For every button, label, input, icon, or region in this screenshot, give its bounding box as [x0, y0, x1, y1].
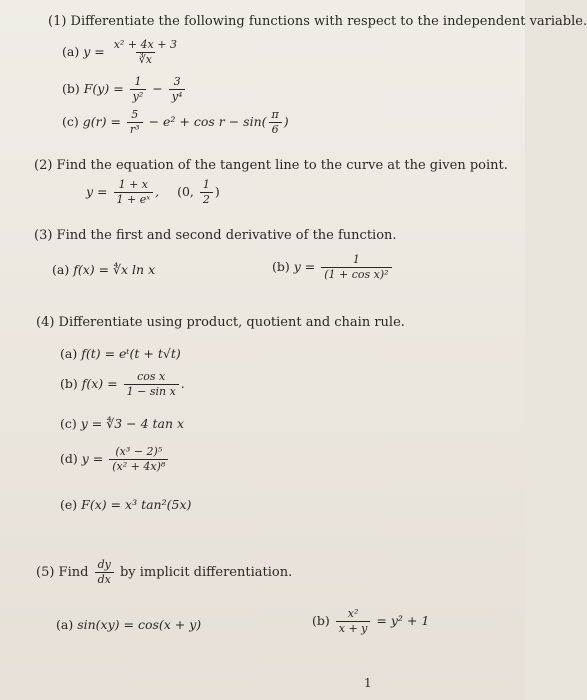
q1-heading: (1) Differentiate the following functions with respect to the independent variable.	[48, 14, 587, 29]
q1c-equation	[62, 108, 289, 137]
q4b-dot: .	[180, 376, 185, 391]
q1b-minus: −	[152, 81, 163, 96]
q1a-fraction	[111, 38, 180, 67]
q5-dy: dy	[97, 558, 111, 571]
q1c-pi-fraction	[269, 108, 282, 137]
q4d-label: (d)	[60, 451, 78, 466]
q5b-equation	[312, 607, 429, 636]
q1b-numerator-1: 1	[134, 75, 142, 88]
q3b-equation	[272, 253, 394, 282]
q1c-pi-numerator: π	[271, 108, 279, 121]
q1c-label: (c)	[62, 114, 79, 129]
q1a-label: (a)	[62, 44, 80, 59]
q5b-fraction	[336, 607, 371, 636]
q4e-equation	[60, 497, 191, 512]
q4c-expr: y = ∜3 − 4 tan x	[80, 416, 185, 431]
q3a-equation	[52, 262, 155, 277]
q1b-lhs: F(y) =	[83, 81, 124, 96]
q4d-numerator: (x³ − 2)⁵	[115, 445, 163, 458]
q5-heading-suffix: by implicit differentiation.	[119, 565, 293, 580]
q5b-denominator: x + y	[336, 621, 371, 636]
q4b-denominator: 1 − sin x	[124, 384, 179, 399]
q4a-equation	[60, 346, 181, 361]
q5b-label: (b)	[312, 613, 330, 628]
q5-dydx-fraction	[95, 558, 114, 587]
q2-denominator: 1 + eˣ	[114, 192, 154, 207]
q1b-fraction-2	[169, 75, 186, 104]
q4b-numerator: cos x	[137, 370, 166, 383]
q1b-fraction-1	[130, 75, 147, 104]
q2-point-denominator: 2	[200, 192, 213, 207]
q5b-numerator: x²	[347, 607, 359, 620]
q1c-lhs: g(r) =	[82, 114, 121, 129]
q1b-label: (b)	[62, 81, 80, 96]
q5b-rhs: = y² + 1	[376, 613, 430, 628]
q2-point-open: (0,	[177, 184, 194, 199]
q1b-equation	[62, 75, 187, 104]
q3b-denominator: (1 + cos x)²	[321, 267, 391, 282]
q4e-label: (e)	[60, 497, 78, 512]
q1a-lhs: y =	[83, 44, 105, 59]
q1c-numerator: 5	[131, 108, 139, 121]
q4-heading: (4) Differentiate using product, quotient and chain rule.	[36, 315, 405, 330]
q2-comma: ,	[155, 184, 160, 199]
q4e-expr: F(x) = x³ tan²(5x)	[81, 497, 192, 512]
q2-fraction	[114, 178, 154, 207]
q1a-denominator: ∛x	[136, 52, 155, 67]
q4a-label: (a)	[60, 346, 78, 361]
q1a-equation	[62, 38, 182, 67]
q3a-label: (a)	[52, 262, 70, 277]
q2-heading: (2) Find the equation of the tangent line to the curve at the given point.	[34, 158, 508, 173]
q1a-numerator: x² + 4x + 3	[113, 38, 177, 51]
q1c-rest: − e² + cos r − sin(	[148, 114, 267, 129]
q5a-expr: sin(xy) = cos(x + y)	[77, 617, 202, 632]
q3b-numerator: 1	[352, 253, 360, 266]
q5-heading-prefix: (5) Find	[36, 565, 89, 580]
q4c-equation	[60, 416, 184, 431]
q4d-lhs: y =	[81, 451, 104, 466]
q3b-lhs: y =	[293, 259, 316, 274]
q3b-fraction	[321, 253, 391, 282]
q4a-expr: f(t) = eᵗ(t + t√t)	[81, 346, 181, 361]
q4b-lhs: f(x) =	[81, 376, 118, 391]
q2-point-close: )	[214, 184, 220, 199]
q1c-pi-denominator: 6	[269, 122, 282, 137]
q5a-equation	[56, 617, 201, 632]
q1b-numerator-2: 3	[173, 75, 181, 88]
q1b-denominator-2: y⁴	[169, 89, 186, 104]
q4d-denominator: (x² + 4x)⁸	[109, 459, 168, 474]
q2-point-fraction	[200, 178, 213, 207]
q4b-label: (b)	[60, 376, 78, 391]
q4d-equation	[60, 445, 170, 474]
q5a-label: (a)	[56, 617, 74, 632]
q4c-label: (c)	[60, 416, 77, 431]
q4b-equation	[60, 370, 185, 399]
q2-point-numerator: 1	[202, 178, 210, 191]
q1c-denominator: r³	[127, 122, 143, 137]
q2-numerator: 1 + x	[118, 178, 149, 191]
page-number: 1	[364, 676, 372, 690]
q2-equation	[86, 178, 220, 207]
q5-heading	[36, 558, 292, 587]
q3-heading: (3) Find the first and second derivative of the function.	[34, 228, 397, 243]
q4d-fraction	[109, 445, 168, 474]
q1c-fraction	[127, 108, 143, 137]
q1b-denominator-1: y²	[130, 89, 147, 104]
q3b-label: (b)	[272, 259, 290, 274]
q3a-expr: f(x) = ∜x ln x	[73, 262, 156, 277]
q4b-fraction	[124, 370, 179, 399]
q2-lhs: y =	[86, 184, 108, 199]
q5-dx: dx	[95, 572, 114, 587]
q1c-close-paren: )	[283, 114, 289, 129]
q2-point	[177, 178, 220, 206]
